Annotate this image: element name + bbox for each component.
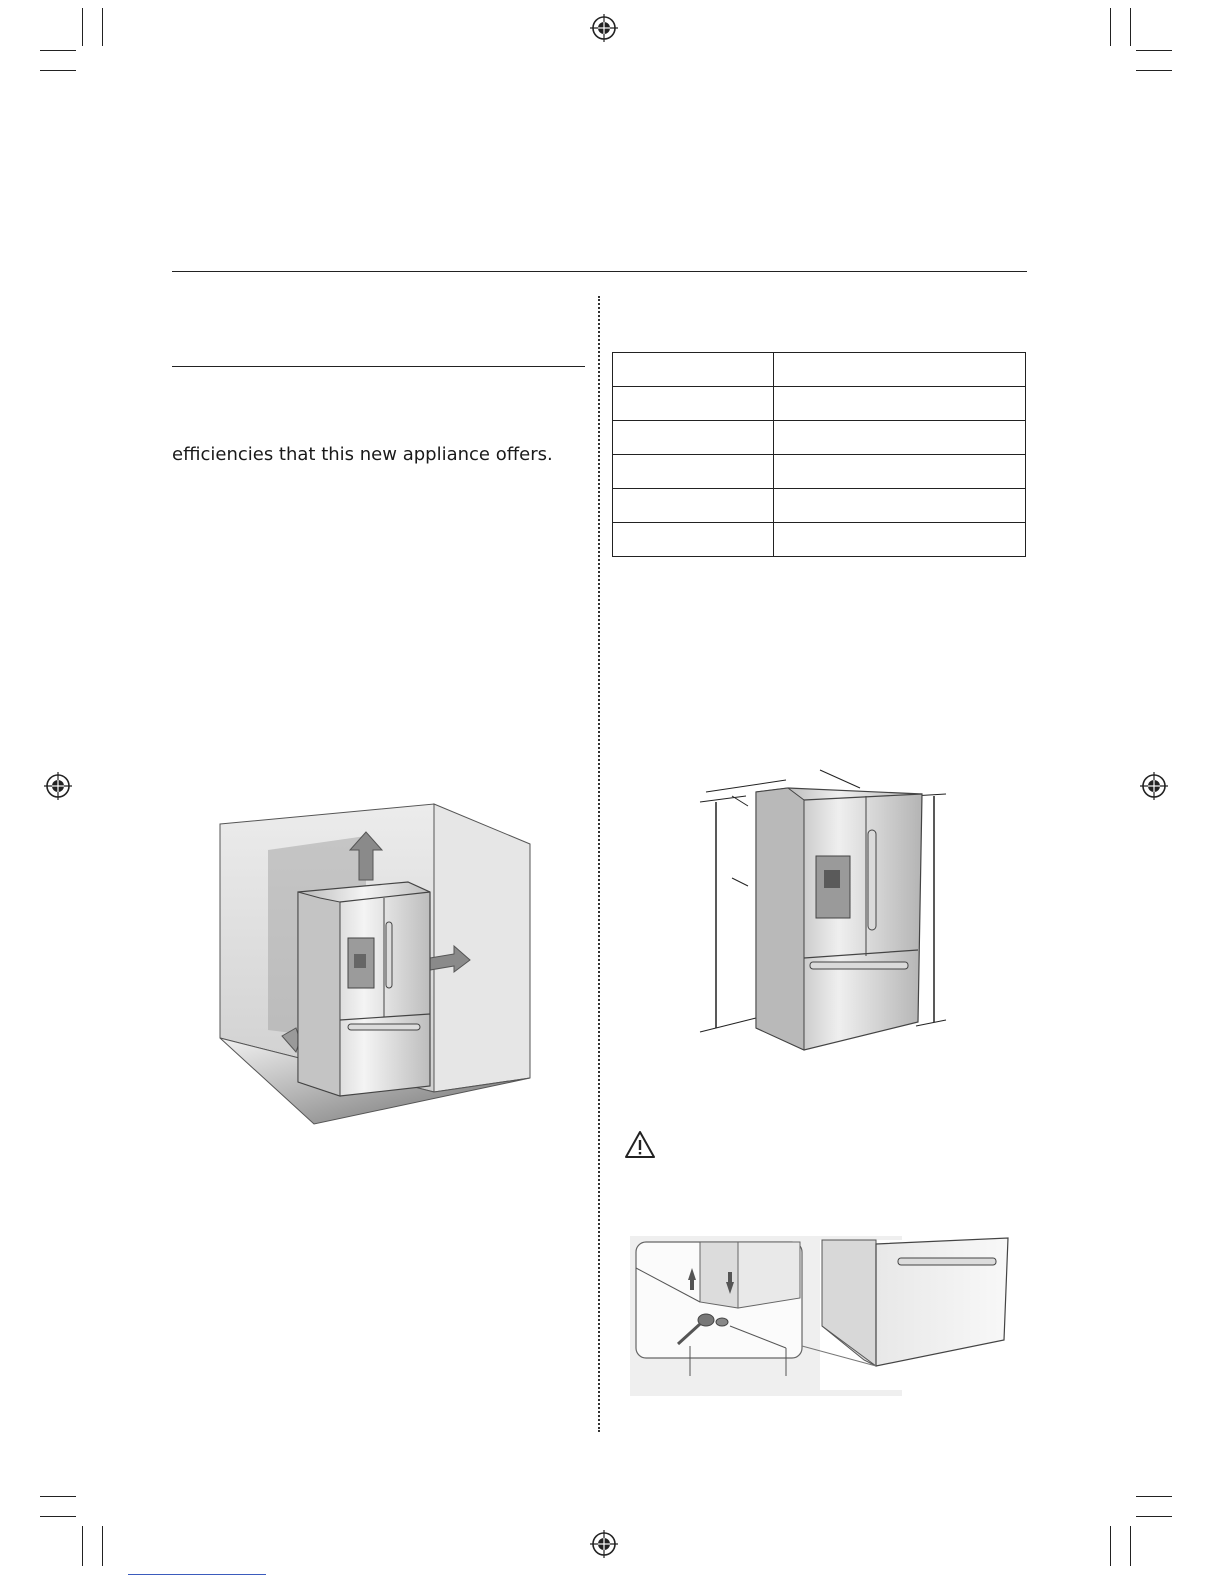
crop-mark [1136,70,1172,71]
registration-mark-icon [590,1530,618,1558]
table-cell [774,421,1026,455]
crop-mark [40,70,76,71]
section-header-rule [172,271,1027,272]
crop-mark [102,8,103,46]
crop-mark [1136,1516,1172,1517]
crop-mark [40,1516,76,1517]
crop-mark [40,50,76,51]
table-cell [613,523,774,557]
table-cell [613,455,774,489]
footer-link-underline [128,1574,266,1575]
installation-space-figure [218,802,534,1128]
spec-table [612,352,1026,557]
crop-mark [82,8,83,46]
leveling-figure [630,1236,1012,1396]
table-cell [613,387,774,421]
table-cell [613,421,774,455]
table-cell [774,353,1026,387]
table-row [613,523,1026,557]
intro-text: efficiencies that this new appliance offers. [172,444,553,465]
table-row [613,455,1026,489]
registration-mark-icon [1140,772,1168,800]
warning-triangle-icon [624,1130,656,1160]
table-cell [774,489,1026,523]
table-cell [613,353,774,387]
table-row [613,353,1026,387]
subsection-rule [172,366,585,367]
table-row [613,421,1026,455]
crop-mark [1110,8,1111,46]
registration-mark-icon [590,14,618,42]
table-row [613,489,1026,523]
table-row [613,387,1026,421]
crop-mark [40,1496,76,1497]
crop-mark [102,1526,103,1566]
dimensions-figure [696,766,960,1058]
table-cell [774,523,1026,557]
crop-mark [1136,1496,1172,1497]
crop-mark [1130,8,1131,46]
column-divider [598,296,600,1432]
registration-mark-icon [44,772,72,800]
table-cell [613,489,774,523]
crop-mark [1136,50,1172,51]
table-cell [774,387,1026,421]
crop-mark [1130,1526,1131,1566]
table-cell [774,455,1026,489]
crop-mark [1110,1526,1111,1566]
crop-mark [82,1526,83,1566]
